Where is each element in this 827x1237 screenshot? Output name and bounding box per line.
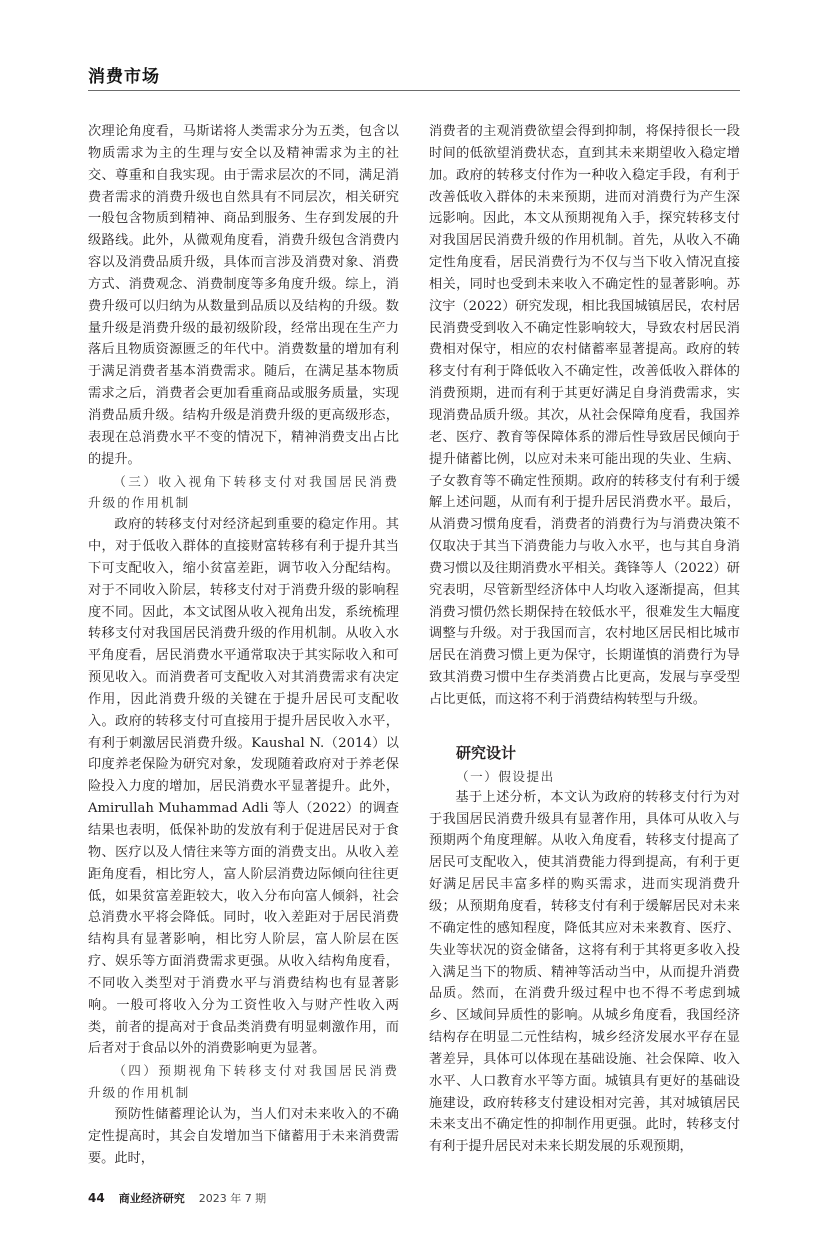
paragraph: 基于上述分析，本文认为政府的转移支付行为对于我国居民消费升级具有显著作用，具体可从收入与预期两个角度理解。从收入角度看，转移支付提高了居民可支配收入，使其消费能力得到提高，有利于更好满足居民丰富多样的购买需求，进而实现消费升级；从预期角度看，转移支付有利于缓解居民对未来不确定性的感知程度，降低其应对未来教育、医疗、失业等状况的资金储备，这将有利于其将更多收入投入满足当下的物质、精神等活动当中，从而提升消费品质。然而，在消费升级过程中也不得不考虑到城乡、区域间异质性的影响。从城乡角度看，我国经济结构存在明显二元性结构，城乡经济发展水平存在显著差异，具体可以体现在基础设施、社会保障、收入水平、人口教育水平等方面。城镇具有更好的基础设施建设，政府转移支付建设相对完善，其对城镇居民未来支出不确定性的抑制作用更强。此时，转移支付有利于提升居民对未来长期发展的乐观预期， (429, 789, 740, 1155)
spacer (88, 1170, 740, 1190)
paragraph: 政府的转移支付对经济起到重要的稳定作用。其中，对于低收入群体的直接财富转移有利于提升其当下可支配收入，缩小贫富差距，调节收入分配结构。对于不同收入阶层，转移支付对于消费升级的影响程度不同。因此，本文试图从收入视角出发，系统梳理转移支付对我国居民消费升级的作用机制。从收入水平角度看，居民消费水平通常取决于其实际收入和可预见收入。而消费者可支配收入对其消费需求有决定作用，因此消费升级的关键在于提升居民可支配收入。政府的转移支付可直接用于提升居民收入水平，有利于刺激居民消费升级。Kaushal N.（2014）以印度养老保险为研究对象，发现随着政府对于养老保险投入力度的增加，居民消费水平显著提升。此外，Amirullah Muhammad Adli 等人（2022）的调查结果也表明，低保补助的发放有利于促进居民对于食物、医疗以及人情往来等方面的消费支出。从收入差距角度看，相比穷人，富人阶层消费边际倾向往往更低，如果贫富差距较大，收入分布向富人倾斜，社会总消费水平将会降低。同时，收入差距对于居民消费结构具有显著影响，相比穷人阶层，富人阶层在医疗、娱乐等方面消费需求更强。从收入结构角度看，不同收入类型对于消费水平与消费结构也有显著影响。一般可将收入分为工资性收入与财产性收入两类，前者的提高对于食品类消费有明显刺激作用，而后者对于食品以外的消费影响更为显著。 (88, 517, 399, 1057)
header-rule (88, 90, 740, 91)
issue-label: 2023 年 7 期 (198, 1191, 267, 1205)
page-number: 44 (88, 1190, 105, 1205)
paragraph: 消费者的主观消费欲望会得到抑制，将保持很长一段时间的低欲望消费状态，直到其未来期望收入稳定增加。政府的转移支付作为一种收入稳定手段，有利于改善低收入群体的未来预期，进而对消费行为产生深远影响。因此，本文从预期视角入手，探究转移支付对我国居民消费升级的作用机制。首先，从收入不确定性角度看，居民消费行为不仅与当下收入情况直接相关，同时也受到未来收入不确定性的显著影响。苏汶宇（2022）研究发现，相比我国城镇居民，农村居民消费受到收入不确定性影响较大，导致农村居民消费相对保守，相应的农村储蓄率显著提高。政府的转移支付有利于降低收入不确定性，改善低收入群体的消费预期，进而有利于其更好满足自身消费需求，实现消费品质升级。其次，从社会保障角度看，我国养老、医疗、教育等保障体系的滞后性导致居民倾向于提升储蓄比例，以应对未来可能出现的失业、生病、子女教育等不确定性预期。政府的转移支付有利于缓解上述问题，从而有利于提升居民消费水平。最后，从消费习惯角度看，消费者的消费行为与消费决策不仅取决于其当下消费能力与收入水平，也与其自身消费习惯以及往期消费水平相关。龚锋等人（2022）研究表明，尽管新型经济体中人均收入逐渐提高，但其消费习惯仍然长期保持在较低水平，很难发生大幅度调整与升级。对于我国而言，农村地区居民相比城市居民在消费习惯上更为保守，长期谨慎的消费行为导致其消费习惯中生存类消费占比更高，发展与享受型占比更低，而这将不利于消费结构转型与升级。 (429, 124, 740, 707)
subheading: （三）收入视角下转移支付对我国居民消费升级的作用机制 (88, 473, 399, 511)
left-column (88, 121, 399, 1170)
subheading: （四）预期视角下转移支付对我国居民消费升级的作用机制 (88, 1063, 399, 1101)
section-title: 消费市场 (88, 67, 160, 87)
journal-name: 商业经济研究 (118, 1191, 185, 1205)
page-footer (88, 1190, 740, 1207)
columns (88, 121, 740, 1170)
paragraph: 次理论角度看，马斯诺将人类需求分为五类，包含以物质需求为主的生理与安全以及精神需求为主的社交、尊重和自我实现。由于需求层次的不同，满足消费者需求的消费升级也自然具有不同层次，相关研究一般包含物质到精神、商品到服务、生存到发展的升级路线。此外，从微观角度看，消费升级包含消费内容以及消费品质升级，具体而言涉及消费对象、消费方式、消费观念、消费制度等多角度升级。综上，消费升级可以归纳为从数量到品质以及结构的升级。数量升级是消费升级的最初级阶段，经常出现在生产力落后且物质资源匮乏的年代中。消费数量的增加有利于满足消费者基本消费需求。随后，在满足基本物质需求之后，消费者会更加看重商品或服务质量，实现消费品质升级。结构升级是消费升级的更高级形态，表现在总消费水平不变的情况下，精神消费支出占比的提升。 (88, 124, 399, 467)
section-heading: 研究设计 (456, 743, 517, 762)
right-column (429, 121, 740, 1170)
paragraph: 预防性储蓄理论认为，当人们对未来收入的不确定性提高时，其会自发增加当下储蓄用于未来消费需要。此时， (88, 1106, 399, 1166)
subheading: （一）假设提出 (456, 768, 555, 784)
